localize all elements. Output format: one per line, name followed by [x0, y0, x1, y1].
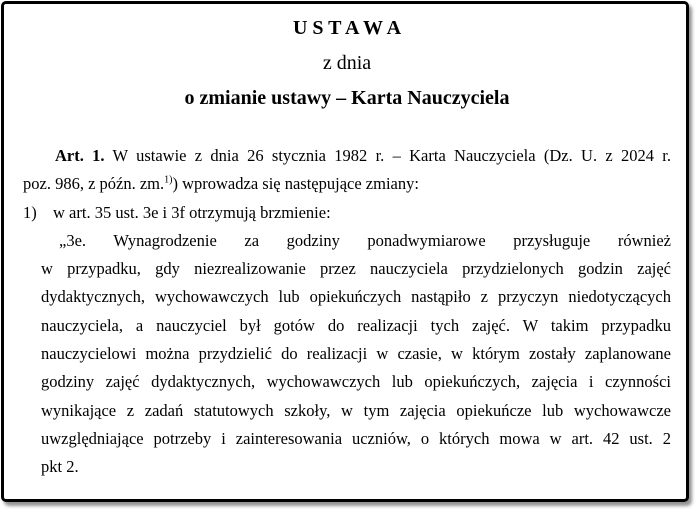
- document-date-line: z dnia: [322, 52, 372, 74]
- document-heading: [23, 14, 671, 112]
- amendment-item-1-number: 1): [23, 202, 37, 222]
- quoted-line: „3e. Wynagrodzenie za godziny ponadwymiarowe przysługuje również: [59, 230, 671, 250]
- document-text: [23, 142, 671, 482]
- footnote-1-reference: 1): [164, 174, 173, 186]
- article-1-line-2: [23, 170, 671, 198]
- quoted-line: pkt 2.: [41, 457, 79, 477]
- quoted-line: nauczyciela, a nauczyciel był gotów do realizacji tych zajęć. W takim przypadku: [41, 315, 671, 335]
- quoted-line: dydaktycznych, wychowawczych lub opiekuńczych nastąpiło z przyczyn niedotyczących: [41, 287, 671, 307]
- quoted-line: w przypadku, gdy niezrealizowanie przez nauczyciela przydzielonych godzin zajęć: [41, 259, 671, 279]
- article-1-line-1: [23, 142, 671, 170]
- amendment-item-1: [23, 199, 671, 227]
- quoted-line: wynikające z zadań statutowych szkoły, w tym zajęcia opiekuńcze lub wychowawcze: [41, 400, 671, 420]
- quoted-line: godziny zajęć dydaktycznych, wychowawczych lub opiekuńczych, zajęcia i czynności: [41, 372, 671, 392]
- article-1-line-2-text: poz. 986, z późn. zm.: [23, 174, 165, 194]
- article-1-label: Art. 1.: [55, 146, 105, 165]
- quoted-line: nauczycielowi można przydzielić do realizacji w czasie, w którym zostały zaplanowane: [41, 344, 671, 364]
- article-1-paragraph: [23, 142, 671, 199]
- article-1-line-2-tail: ) wprowadza się następujące zmiany:: [172, 174, 419, 194]
- quoted-provision-3e: [41, 227, 671, 482]
- document-page: [1, 1, 689, 502]
- article-1-line-1-text: W ustawie z dnia 26 stycznia 1982 r. – Karta Nauczyciela (Dz. U. z 2024 r.: [104, 146, 671, 165]
- document-type-heading: U S T A W A: [292, 17, 402, 39]
- amendment-item-1-intro: w art. 35 ust. 3e i 3f otrzymują brzmienie:: [53, 202, 331, 222]
- document-subject-heading: o zmianie ustawy – Karta Nauczyciela: [184, 87, 510, 109]
- quoted-line: uwzględniające potrzeby i zainteresowania uczniów, o których mowa w art. 42 ust. 2: [41, 428, 671, 448]
- document-body: [23, 14, 671, 482]
